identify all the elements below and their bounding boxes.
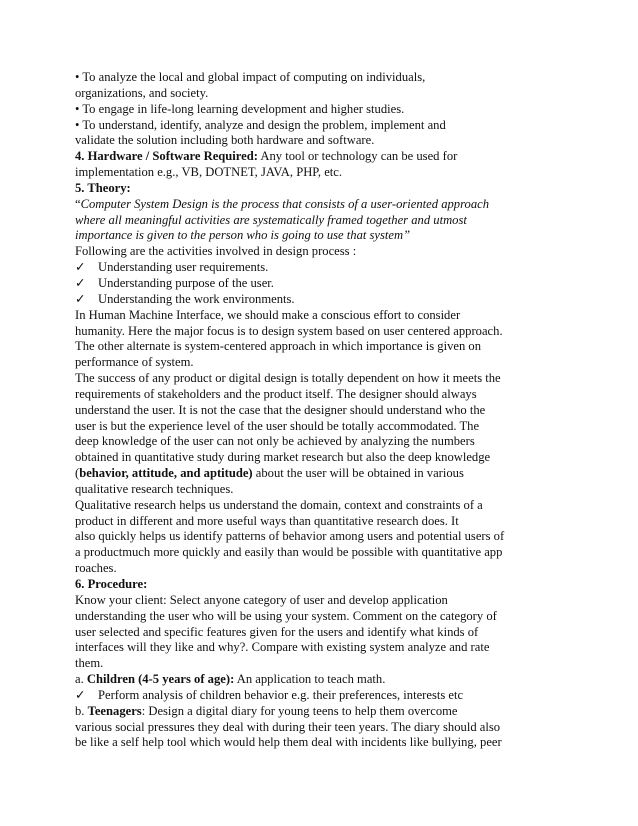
text-line xyxy=(75,70,515,86)
text-line xyxy=(75,735,515,751)
body-text: In Human Machine Interface, we should make a conscious effort to consider xyxy=(75,307,461,322)
body-text: product in different and more useful ways than quantitative research does. It xyxy=(75,513,459,528)
text-line xyxy=(75,292,515,308)
text-line xyxy=(75,545,515,561)
document-body xyxy=(75,70,515,751)
text-line xyxy=(75,593,515,609)
text-line xyxy=(75,704,515,720)
text-line xyxy=(75,244,515,260)
body-text: • xyxy=(75,101,83,116)
body-text: understand the user. It is not the case that the designer should understand who the xyxy=(75,402,486,417)
body-text: implementation e.g., VB, DOTNET, JAVA, PHP, etc. xyxy=(75,165,343,180)
body-text: validate the solution including both hardware and software. xyxy=(75,133,375,148)
body-text: • xyxy=(75,70,83,84)
text-line xyxy=(75,308,515,324)
text-line xyxy=(75,228,515,244)
bold-text: 4. Hardware / Software Required: xyxy=(75,149,258,164)
body-text: : Design a digital diary for young teens to help them overcome xyxy=(141,703,458,718)
text-line xyxy=(75,165,515,181)
text-line xyxy=(75,482,515,498)
text-line xyxy=(75,403,515,419)
checkmark-icon: ✓ xyxy=(75,291,86,306)
text-line xyxy=(75,529,515,545)
body-text: user is but the experience level of the user should be totally accommodated. The xyxy=(75,418,480,433)
bold-text: 5. Theory: xyxy=(75,180,131,195)
body-text: “ xyxy=(75,196,81,211)
text-line xyxy=(75,102,515,118)
body-text: user selected and specific features given for the users and identify what kinds of xyxy=(75,624,479,639)
body-text: ( xyxy=(75,466,80,481)
text-line xyxy=(75,514,515,530)
checkmark-icon: ✓ xyxy=(75,275,86,290)
italic-text: where all meaningful activities are systematically framed together and utmost xyxy=(75,212,467,227)
body-text: To engage in life-long learning development and higher studies. xyxy=(82,101,405,116)
body-text: Know your client: Select anyone category of user and develop application xyxy=(75,592,448,607)
body-text: Understanding purpose of the user. xyxy=(98,275,274,290)
text-line xyxy=(75,260,515,276)
body-text: various social pressures they deal with during their teen years. The diary should also xyxy=(75,719,501,734)
text-line xyxy=(75,133,515,149)
body-text: about the user will be obtained in various xyxy=(252,466,464,481)
body-text: them. xyxy=(75,656,104,671)
text-line xyxy=(75,118,515,134)
body-text: Understanding the work environments. xyxy=(98,291,295,306)
body-text: Any tool or technology can be used for xyxy=(257,149,458,164)
text-line xyxy=(75,640,515,656)
text-line xyxy=(75,324,515,340)
text-line xyxy=(75,466,515,482)
body-text: roaches. xyxy=(75,561,117,576)
text-line xyxy=(75,149,515,165)
checkmark-icon: ✓ xyxy=(75,687,86,702)
body-text: understanding the user who will be using your system. Comment on the category of xyxy=(75,608,497,623)
body-text: • xyxy=(75,117,83,132)
bold-text: Children (4-5 years of age): xyxy=(86,672,235,687)
text-line xyxy=(75,609,515,625)
body-text: b. xyxy=(75,703,88,718)
text-line xyxy=(75,577,515,593)
body-text: requirements of stakeholders and the product itself. The designer should always xyxy=(75,386,477,401)
checkmark-icon: ✓ xyxy=(75,260,86,275)
body-text: performance of system. xyxy=(75,355,194,370)
body-text: To analyze the local and global impact of computing on individuals, xyxy=(82,70,426,84)
body-text: Qualitative research helps us understand the domain, context and constraints of a xyxy=(75,497,483,512)
body-text: a. xyxy=(75,672,87,687)
body-text: interfaces will they like and why?. Compare with existing system analyze and rate xyxy=(75,640,490,655)
body-text: organizations, and society. xyxy=(75,85,209,100)
text-line xyxy=(75,276,515,292)
text-line xyxy=(75,672,515,688)
text-line xyxy=(75,213,515,229)
bold-text: behavior, attitude, and aptitude) xyxy=(79,466,253,481)
body-text: Following are the activities involved in design process : xyxy=(75,244,357,259)
text-line xyxy=(75,434,515,450)
text-line xyxy=(75,498,515,514)
text-line xyxy=(75,339,515,355)
body-text: An application to teach math. xyxy=(234,672,386,687)
text-line xyxy=(75,387,515,403)
text-line xyxy=(75,688,515,704)
text-line xyxy=(75,86,515,102)
text-line xyxy=(75,450,515,466)
text-line xyxy=(75,181,515,197)
body-text: The other alternate is system-centered approach in which importance is given on xyxy=(75,339,482,354)
body-text: also quickly helps us identify patterns of behavior among users and potential users of xyxy=(75,529,505,544)
italic-text: Computer System Design is the process that consists of a user-oriented approach xyxy=(80,196,490,211)
body-text: be like a self help tool which would help them deal with incidents like bullying, peer xyxy=(75,735,502,750)
body-text: Understanding user requirements. xyxy=(98,260,269,275)
text-line xyxy=(75,625,515,641)
text-line xyxy=(75,197,515,213)
italic-text: importance is given to the person who is going to use that system” xyxy=(75,228,411,243)
body-text: obtained in quantitative study during market research but also the deep knowledge xyxy=(75,450,491,465)
bold-text: Teenagers xyxy=(87,703,142,718)
text-line xyxy=(75,720,515,736)
body-text: a productmuch more quickly and easily than would be possible with quantitative app xyxy=(75,545,503,560)
body-text: qualitative research techniques. xyxy=(75,481,234,496)
text-line xyxy=(75,419,515,435)
text-line xyxy=(75,561,515,577)
body-text: The success of any product or digital design is totally dependent on how it meets the xyxy=(75,371,501,386)
text-line xyxy=(75,656,515,672)
text-line xyxy=(75,355,515,371)
body-text: humanity. Here the major focus is to design system based on user centered approach. xyxy=(75,323,503,338)
bold-text: 6. Procedure: xyxy=(75,577,148,591)
text-line xyxy=(75,371,515,387)
body-text: Perform analysis of children behavior e.g. their preferences, interests etc xyxy=(98,687,464,702)
body-text: To understand, identify, analyze and design the problem, implement and xyxy=(82,117,446,132)
body-text: deep knowledge of the user can not only be achieved by analyzing the numbers xyxy=(75,434,475,449)
